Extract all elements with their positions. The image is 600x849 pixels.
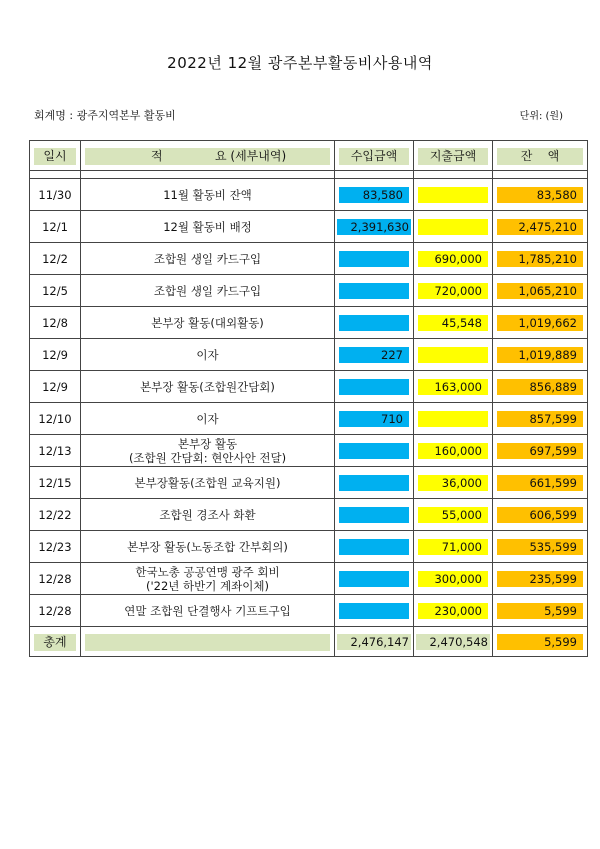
date-cell: 12/10 (30, 403, 81, 435)
date-cell: 12/1 (30, 211, 81, 243)
income-value: 710 (339, 411, 409, 427)
balance-cell (493, 339, 588, 371)
balance-value: 5,599 (497, 603, 583, 619)
balance-cell (493, 371, 588, 403)
balance-value: 661,599 (497, 475, 583, 491)
expense-cell (414, 531, 493, 563)
income-cell (335, 243, 414, 275)
balance-value: 235,599 (497, 571, 583, 587)
table-row (30, 339, 588, 371)
description-cell (81, 339, 335, 371)
description-line: 본부장활동(조합원 교육지원) (134, 475, 281, 490)
page-title: 2022년 12월 광주본부활동비사용내역 (167, 54, 433, 72)
expense-value: 55,000 (418, 507, 488, 523)
header-expense: 지출금액 (418, 148, 488, 165)
description-cell (81, 179, 335, 211)
spacer-cell (414, 171, 493, 179)
balance-cell (493, 211, 588, 243)
date-cell: 12/22 (30, 499, 81, 531)
income-cell (335, 403, 414, 435)
expense-cell (414, 499, 493, 531)
expense-value: 230,000 (418, 603, 488, 619)
income-value (339, 379, 409, 395)
income-cell (335, 563, 414, 595)
expense-value: 71,000 (418, 539, 488, 555)
table-row (30, 563, 588, 595)
balance-cell (493, 275, 588, 307)
total-row (30, 627, 588, 657)
income-cell (335, 307, 414, 339)
description-line: 본부장 활동(노동조합 간부회의) (127, 539, 288, 554)
date-cell: 12/2 (30, 243, 81, 275)
total-income-cell (335, 627, 414, 657)
description-line: 이자 (196, 411, 219, 426)
income-value: 227 (339, 347, 409, 363)
balance-cell (493, 307, 588, 339)
header-desc-cell (81, 141, 335, 171)
total-desc-cell (81, 627, 335, 657)
header-balance: 잔 액 (497, 148, 583, 165)
total-income: 2,476,147 (337, 634, 411, 650)
description-cell (81, 435, 335, 467)
description-cell (81, 307, 335, 339)
spacer-cell (335, 171, 414, 179)
table-row (30, 531, 588, 563)
description-cell (81, 403, 335, 435)
table-row (30, 243, 588, 275)
table-row (30, 499, 588, 531)
income-value (339, 315, 409, 331)
table-row (30, 371, 588, 403)
date-cell: 12/28 (30, 563, 81, 595)
total-balance: 5,599 (497, 634, 583, 650)
expense-cell (414, 403, 493, 435)
income-cell (335, 467, 414, 499)
income-cell (335, 499, 414, 531)
balance-cell (493, 435, 588, 467)
table-row (30, 275, 588, 307)
table-row (30, 467, 588, 499)
income-value (339, 475, 409, 491)
balance-value: 535,599 (497, 539, 583, 555)
table-row (30, 435, 588, 467)
balance-value: 857,599 (497, 411, 583, 427)
total-balance-cell (493, 627, 588, 657)
description-line: 11월 활동비 잔액 (163, 187, 252, 202)
header-balance-cell (493, 141, 588, 171)
income-cell (335, 339, 414, 371)
description-cell (81, 531, 335, 563)
expense-value (418, 347, 488, 363)
balance-value: 1,785,210 (497, 251, 583, 267)
header-income: 수입금액 (339, 148, 409, 165)
description-line: 한국노총 공공연맹 광주 회비 (135, 564, 280, 579)
table-row (30, 179, 588, 211)
expense-cell (414, 275, 493, 307)
expense-cell (414, 563, 493, 595)
description-cell (81, 563, 335, 595)
description-line: 본부장 활동 (177, 436, 238, 451)
balance-cell (493, 403, 588, 435)
income-cell (335, 595, 414, 627)
balance-cell (493, 595, 588, 627)
income-cell (335, 435, 414, 467)
income-cell (335, 531, 414, 563)
description-line: 조합원 생일 카드구입 (153, 283, 262, 298)
description-cell (81, 467, 335, 499)
expense-value: 690,000 (418, 251, 488, 267)
expense-value (418, 219, 488, 235)
total-expense: 2,470,548 (416, 634, 490, 650)
description-line: 조합원 생일 카드구입 (153, 251, 262, 266)
spacer-row (30, 171, 588, 179)
balance-cell (493, 531, 588, 563)
income-value (339, 507, 409, 523)
description-cell (81, 243, 335, 275)
description-cell (81, 211, 335, 243)
header-desc (85, 148, 330, 165)
balance-value: 83,580 (497, 187, 583, 203)
expense-value: 300,000 (418, 571, 488, 587)
balance-value: 1,019,662 (497, 315, 583, 331)
header-desc-a: 적 (151, 148, 163, 163)
date-cell: 12/8 (30, 307, 81, 339)
table-row (30, 595, 588, 627)
description-line: 12월 활동비 배정 (163, 219, 252, 234)
balance-value: 697,599 (497, 443, 583, 459)
spacer-cell (493, 171, 588, 179)
balance-value: 1,019,889 (497, 347, 583, 363)
header-desc-b: 요 (세부내역) (215, 148, 287, 163)
date-cell: 12/13 (30, 435, 81, 467)
unit-label: 단위: (원) (519, 111, 563, 122)
ledger-table (29, 140, 588, 657)
balance-value: 606,599 (497, 507, 583, 523)
income-cell (335, 275, 414, 307)
spacer-cell (30, 171, 81, 179)
balance-cell (493, 179, 588, 211)
expense-cell (414, 371, 493, 403)
date-cell: 12/23 (30, 531, 81, 563)
header-date: 일시 (34, 148, 76, 165)
balance-cell (493, 499, 588, 531)
income-value (339, 443, 409, 459)
balance-cell (493, 563, 588, 595)
date-cell: 12/9 (30, 371, 81, 403)
account-name: 회계명 : 광주지역본부 활동비 (34, 109, 176, 122)
header-expense-cell (414, 141, 493, 171)
date-cell: 11/30 (30, 179, 81, 211)
balance-value: 1,065,210 (497, 283, 583, 299)
income-value (339, 571, 409, 587)
date-cell: 12/9 (30, 339, 81, 371)
expense-value: 36,000 (418, 475, 488, 491)
description-cell (81, 371, 335, 403)
income-cell (335, 211, 414, 243)
expense-cell (414, 595, 493, 627)
description-line: 조합원 경조사 화환 (159, 507, 256, 522)
expense-value: 720,000 (418, 283, 488, 299)
balance-value: 2,475,210 (497, 219, 583, 235)
header-date-cell (30, 141, 81, 171)
spacer-cell (81, 171, 335, 179)
description-line: (조합원 간담회: 현안사안 전달) (128, 450, 287, 465)
date-cell: 12/28 (30, 595, 81, 627)
table-row (30, 307, 588, 339)
date-cell: 12/5 (30, 275, 81, 307)
expense-cell (414, 467, 493, 499)
expense-value (418, 187, 488, 203)
balance-cell (493, 467, 588, 499)
date-cell: 12/15 (30, 467, 81, 499)
expense-value: 163,000 (418, 379, 488, 395)
description-cell (81, 275, 335, 307)
income-value (339, 539, 409, 555)
description-line: ('22년 하반기 계좌이체) (146, 578, 269, 593)
expense-cell (414, 211, 493, 243)
description-line: 본부장 활동(조합원간담회) (140, 379, 275, 394)
income-value (339, 283, 409, 299)
header-row (30, 141, 588, 171)
total-label: 총계 (34, 634, 76, 651)
description-line: 본부장 활동(대외활동) (151, 315, 264, 330)
description-cell (81, 499, 335, 531)
income-value: 83,580 (339, 187, 409, 203)
table-row (30, 403, 588, 435)
income-value (339, 251, 409, 267)
description-line: 이자 (196, 347, 219, 362)
balance-cell (493, 243, 588, 275)
header-income-cell (335, 141, 414, 171)
total-desc-fill (85, 634, 330, 651)
income-value: 2,391,630 (337, 219, 411, 235)
expense-cell (414, 243, 493, 275)
balance-value: 856,889 (497, 379, 583, 395)
expense-value: 45,548 (418, 315, 488, 331)
description-line: 연말 조합원 단결행사 기프트구입 (124, 603, 291, 618)
table-row (30, 211, 588, 243)
expense-value: 160,000 (418, 443, 488, 459)
expense-cell (414, 339, 493, 371)
expense-cell (414, 435, 493, 467)
income-cell (335, 371, 414, 403)
income-cell (335, 179, 414, 211)
description-cell (81, 595, 335, 627)
total-expense-cell (414, 627, 493, 657)
income-value (339, 603, 409, 619)
expense-cell (414, 307, 493, 339)
total-label-cell (30, 627, 81, 657)
expense-value (418, 411, 488, 427)
expense-cell (414, 179, 493, 211)
